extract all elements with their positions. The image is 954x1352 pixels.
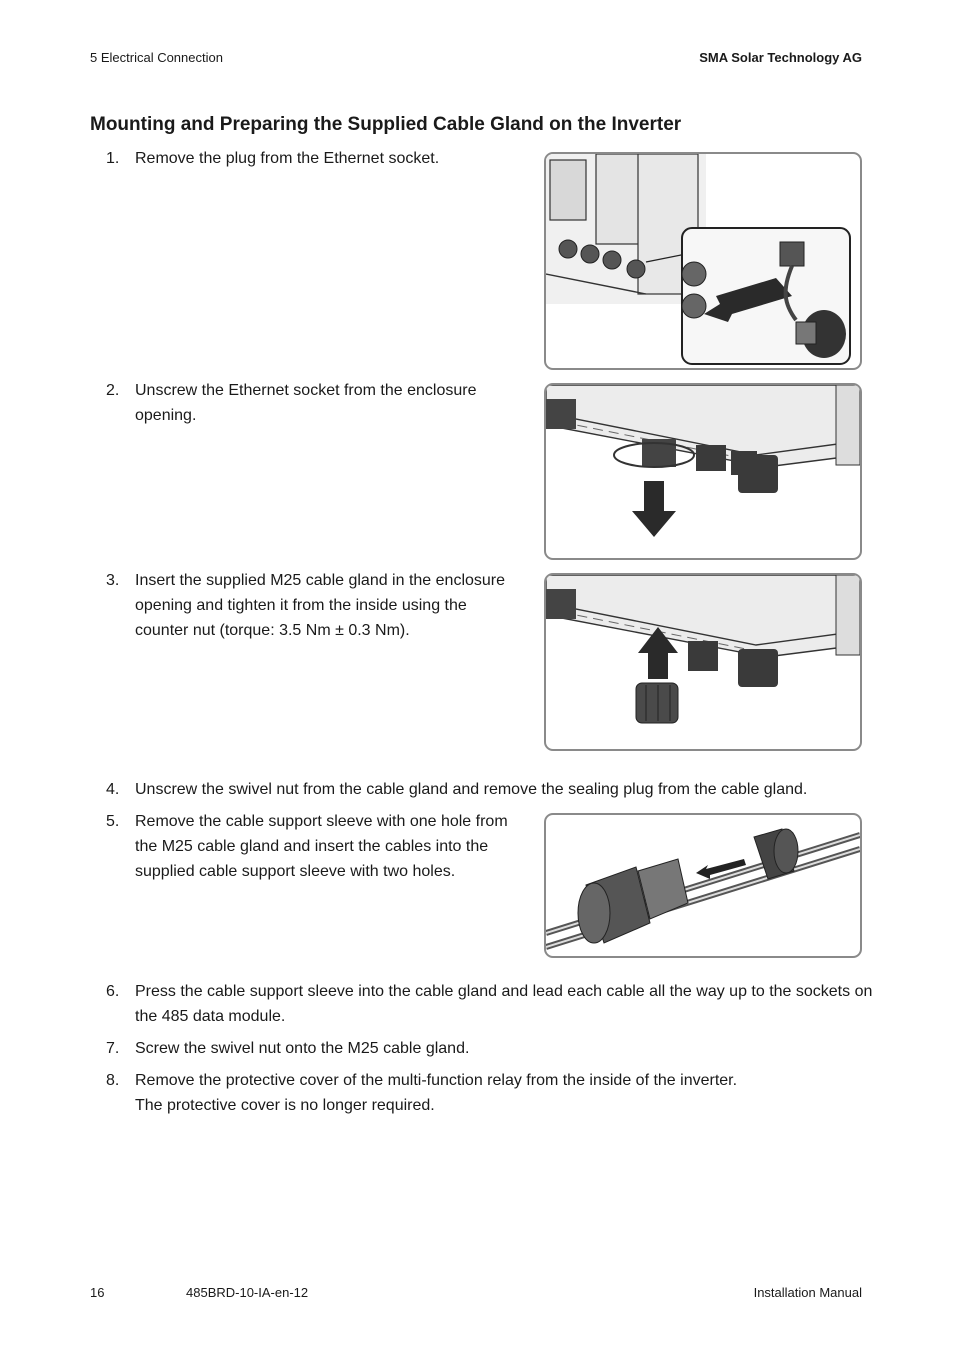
step-number: 7.: [106, 1040, 120, 1057]
step-text: Remove the plug from the Ethernet socket.: [135, 150, 440, 167]
step-text: Unscrew the swivel nut from the cable gland and remove the sealing plug from the cable gland.: [135, 781, 808, 798]
step-number: 3.: [106, 572, 120, 589]
figure-unscrew-socket: [544, 383, 862, 560]
step-number: 8.: [106, 1072, 120, 1089]
cable-sleeve-illustration: [546, 815, 860, 956]
step-number: 2.: [106, 382, 120, 399]
step-4: [106, 777, 876, 802]
step-text: Press the cable support sleeve into the cable gland and lead each cable all the way up to the sockets on the 485 data module.: [135, 983, 873, 1025]
step-2: [106, 378, 506, 428]
step-number: 6.: [106, 983, 120, 1000]
step-text: Screw the swivel nut onto the M25 cable gland.: [135, 1040, 470, 1057]
step-3: [106, 568, 516, 643]
step-5: [106, 809, 516, 884]
header-company: SMA Solar Technology AG: [699, 50, 862, 65]
figure-insert-gland: [544, 573, 862, 751]
figure-remove-plug: [544, 152, 862, 370]
insert-gland-illustration: [546, 575, 860, 749]
figure-cable-sleeve: [544, 813, 862, 958]
step-6: [106, 979, 876, 1029]
step-text: Remove the protective cover of the multi-function relay from the inside of the inverter.: [135, 1072, 738, 1089]
step-7: [106, 1036, 876, 1061]
step-text: Insert the supplied M25 cable gland in the enclosure opening and tighten it from the inside using the counter nut (torque: 3.5 Nm ± 0.3 Nm).: [135, 572, 506, 639]
document-id: 485BRD-10-IA-en-12: [186, 1285, 309, 1300]
step-text: Unscrew the Ethernet socket from the enclosure opening.: [135, 382, 477, 424]
unscrew-socket-illustration: [546, 385, 860, 558]
step-text: Remove the cable support sleeve with one hole from the M25 cable gland and insert the cables into the supplied cable support sleeve with two holes.: [135, 813, 508, 880]
step-note: The protective cover is no longer required.: [135, 1097, 435, 1114]
step-1: [106, 146, 506, 171]
page-number: 16: [90, 1285, 105, 1300]
inverter-plug-illustration: [546, 154, 860, 368]
step-8: [106, 1068, 876, 1118]
page-title: Mounting and Preparing the Supplied Cable Gland on the Inverter: [90, 114, 682, 135]
step-number: 5.: [106, 813, 120, 830]
step-number: 4.: [106, 781, 120, 798]
header-section: 5 Electrical Connection: [90, 50, 223, 65]
step-number: 1.: [106, 150, 120, 167]
manual-name: Installation Manual: [753, 1285, 862, 1300]
